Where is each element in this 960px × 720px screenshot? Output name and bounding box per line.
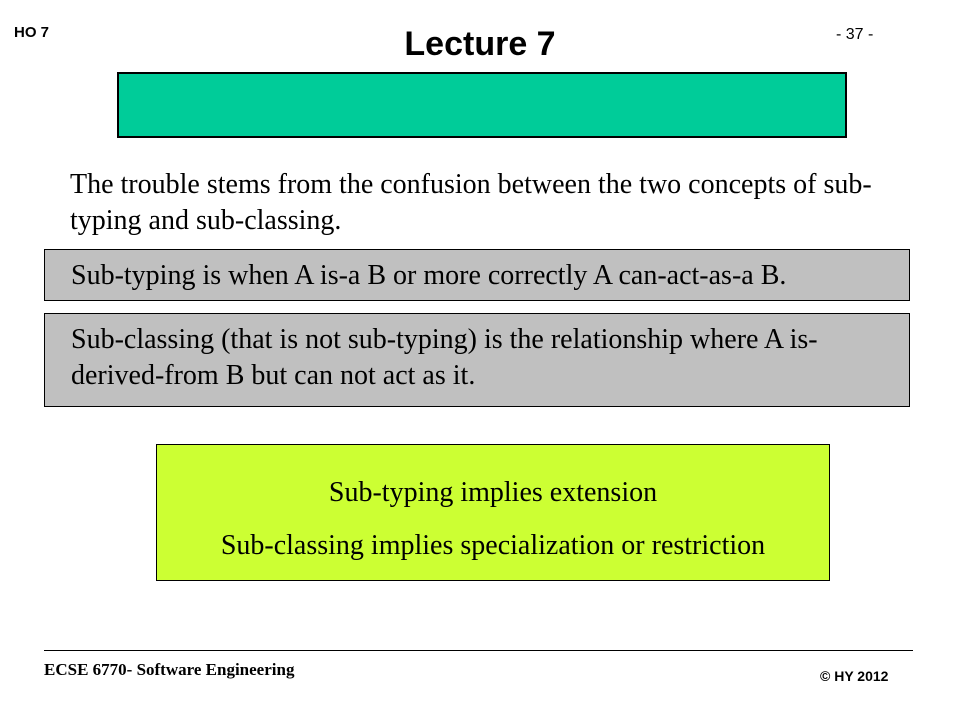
course-name: ECSE 6770- Software Engineering	[44, 660, 295, 679]
subclassing-definition-box	[44, 313, 910, 407]
subtyping-definition-text: Sub-typing is when A is-a B or more correctly A can-act-as-a B.	[71, 260, 787, 291]
title-banner	[117, 72, 847, 138]
summary-box	[156, 444, 830, 581]
summary-line-restriction: Sub-classing implies specialization or restriction	[220, 530, 766, 561]
slide-title: Lecture 7	[404, 25, 556, 63]
summary-line-extension: Sub-typing implies extension	[328, 477, 658, 508]
subclassing-definition-text: Sub-classing (that is not sub-typing) is the relationship where A is-derived-from B but can not act as it.	[71, 324, 818, 391]
intro-paragraph: The trouble stems from the confusion between the two concepts of sub-typing and sub-classing.	[70, 169, 872, 236]
footer-divider	[44, 650, 913, 651]
handout-number: HO 7	[14, 24, 50, 41]
copyright-notice: © HY 2012	[820, 668, 889, 684]
subtyping-definition-box	[44, 249, 910, 301]
page-number: - 37 -	[836, 26, 874, 43]
